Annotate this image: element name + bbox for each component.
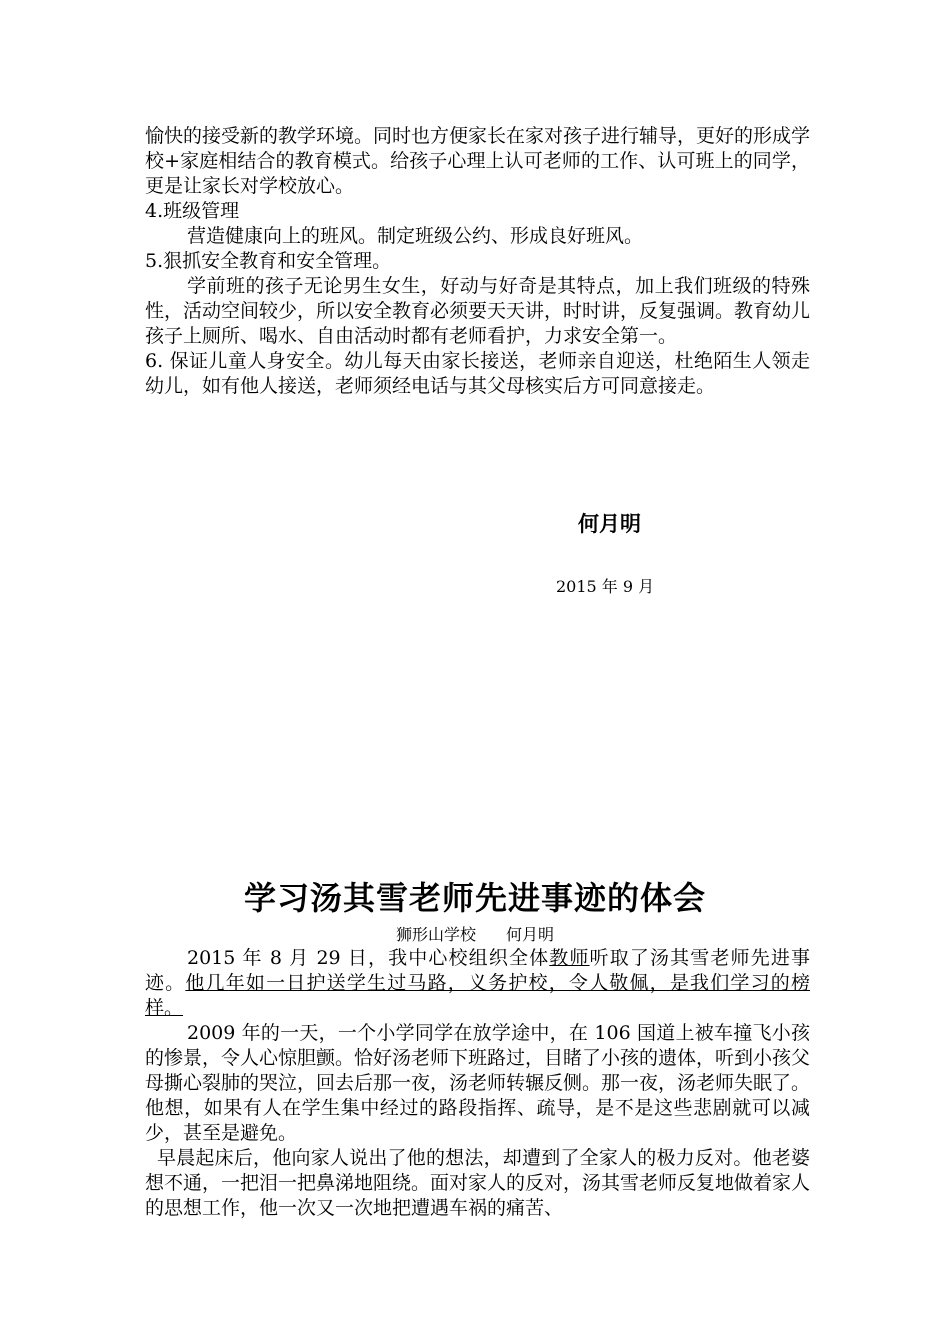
paragraph-1-underlined: 他几年如一日护送学生过马路，义务护校，令人敬佩，是我们学习的榜样。 xyxy=(145,972,810,1019)
signature-name: 何月明 xyxy=(578,512,641,536)
paragraph-1-mid: 听取了汤其雪老师先进事迹。 xyxy=(145,947,810,994)
byline-school: 狮形山学校 xyxy=(395,925,476,944)
paragraph-safety-education: 学前班的孩子无论男生女生，好动与好奇是其特点，加上我们班级的特殊性，活动空间较少，所以安全教育必须要天天讲，时时讲，反复强调。教育幼儿孩子上厕所、喝水、自由活动时都有老师看护，力求安全第一。 xyxy=(145,275,811,347)
paragraph-child-safety: 6. 保证儿童人身安全。幼儿每天由家长接送，老师亲自迎送，杜绝陌生人领走幼儿，如有他人接送，老师须经电话与其父母核实后方可同意接走。 xyxy=(145,350,810,397)
teacher-link[interactable]: 教师 xyxy=(549,947,590,969)
byline-author: 何月明 xyxy=(506,925,555,944)
article-paragraph-3: 早晨起床后，他向家人说出了他的想法，却遭到了全家人的极力反对。他老婆想不通，一把泪一把鼻涕地阻绕。面对家人的反对，汤其雪老师反复地做着家人的思想工作，他一次又一次地把遭遇车祸的痛苦、 xyxy=(145,1147,811,1219)
article-byline xyxy=(0,922,950,945)
report-continuation xyxy=(145,124,810,399)
article-body xyxy=(145,946,810,1221)
article-paragraph-2: 2009 年的一天，一个小学同学在放学途中，在 106 国道上被车撞飞小孩的惨景，令人心惊胆颤。恰好汤老师下班路过，目睹了小孩的遗体，听到小孩父母撕心裂肺的哭泣，回去后那一夜，汤老师转辗反侧。那一夜，汤老师失眠了。他想，如果有人在学生集中经过的路段指挥、疏导，是不是这些悲剧就可以减少，甚至是避免。 xyxy=(145,1022,811,1144)
heading-class-management: 4.班级管理 xyxy=(145,200,240,222)
paragraph-family-school: 愉快的接受新的教学环境。同时也方便家长在家对孩子进行辅导，更好的形成学校+家庭相结合的教育模式。给孩子心理上认可老师的工作、认可班上的同学，更是让家长对学校放心。 xyxy=(145,125,811,197)
paragraph-1-lead: 2015 年 8 月 29 日，我中心校组织全体 xyxy=(187,947,550,969)
paragraph-class-management: 营造健康向上的班风。制定班级公约、形成良好班风。 xyxy=(187,225,644,247)
signature-date: 2015 年 9 月 xyxy=(556,577,655,596)
article-title: 学习汤其雪老师先进事迹的体会 xyxy=(243,879,706,917)
heading-safety-education: 5.狠抓安全教育和安全管理。 xyxy=(145,250,392,272)
article-paragraph-1 xyxy=(145,946,810,1021)
